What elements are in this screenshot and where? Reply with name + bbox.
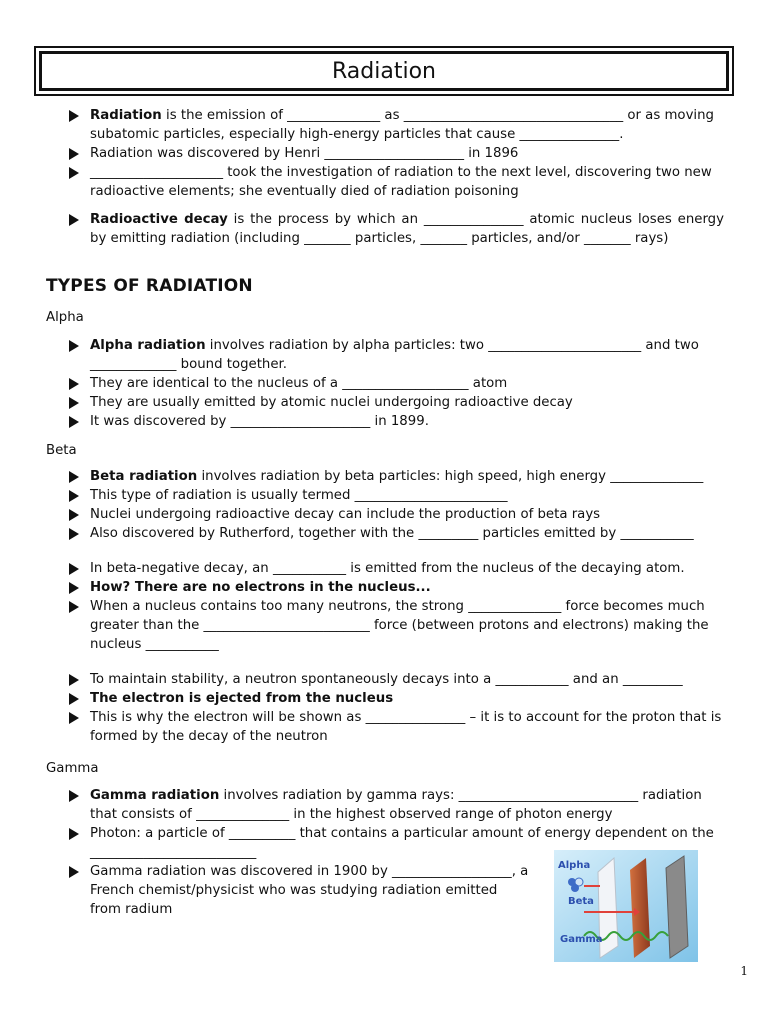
list-item: This is why the electron will be shown as _______________ – it is to account for the proton that is formed by the decay of the neutron (68, 708, 724, 746)
list-item: They are identical to the nucleus of a ___________________ atom (68, 374, 724, 393)
alpha-particle-icon (571, 884, 579, 892)
lead-block-icon (666, 856, 688, 958)
figure-label-alpha: Alpha (558, 860, 591, 871)
list-item: The electron is ejected from the nucleus (68, 689, 724, 708)
list-item: Photon: a particle of __________ that contains a particular amount of energy dependent on the _________________________ (68, 824, 724, 862)
list-item: To maintain stability, a neutron spontaneously decays into a ___________ and an _________ (68, 670, 724, 689)
beta-list (68, 467, 724, 746)
subheading-beta: Beta (46, 443, 77, 458)
list-item: Nuclei undergoing radioactive decay can include the production of beta rays (68, 505, 724, 524)
list-item: It was discovered by _____________________ in 1899. (68, 412, 724, 431)
list-item: ____________________ took the investigation of radiation to the next level, discovering two new radioactive elements; she eventually died of radiation poisoning (68, 163, 724, 201)
page-number: 1 (740, 964, 748, 978)
list-item: Gamma radiation was discovered in 1900 by __________________, a French chemist/physicist who was studying radiation emitted from radium (68, 862, 530, 919)
list-item: How? There are no electrons in the nucleus... (68, 578, 724, 597)
subheading-gamma: Gamma (46, 761, 99, 776)
intro-list (68, 106, 724, 248)
list-item: They are usually emitted by atomic nuclei undergoing radioactive decay (68, 393, 724, 412)
list-item: In beta-negative decay, an ___________ is emitted from the nucleus of the decaying atom. (68, 559, 724, 578)
page-title: Radiation (39, 51, 729, 91)
subheading-alpha: Alpha (46, 310, 84, 325)
list-item: This type of radiation is usually termed _______________________ (68, 486, 724, 505)
list-item: Radioactive decay is the process by which an _______________ atomic nucleus loses energy by emitting radiation (including _______ particles, _______ particles, and/or _______ rays) (68, 210, 724, 248)
list-item: When a nucleus contains too many neutrons, the strong ______________ force becomes much greater than the _________________________ force (between protons and electrons) making the nucleus ___________ (68, 597, 724, 654)
radiation-penetration-figure (554, 850, 698, 962)
title-frame (34, 46, 734, 96)
list-item: Radiation was discovered by Henri _____________________ in 1896 (68, 144, 724, 163)
list-item: Radiation is the emission of ______________ as _________________________________ or as moving subatomic particles, especially high-energy particles that cause _______________. (68, 106, 724, 144)
list-item: Gamma radiation involves radiation by gamma rays: ___________________________ radiation that consists of ______________ in the highest observed range of photon energy (68, 786, 724, 824)
section-heading: TYPES OF RADIATION (46, 276, 253, 296)
alpha-list (68, 336, 724, 431)
figure-label-beta: Beta (568, 896, 594, 907)
list-item: Also discovered by Rutherford, together with the _________ particles emitted by ___________ (68, 524, 724, 543)
figure-label-gamma: Gamma (560, 934, 603, 945)
list-item: Alpha radiation involves radiation by alpha particles: two _______________________ and two _____________ bound together. (68, 336, 724, 374)
list-item: Beta radiation involves radiation by beta particles: high speed, high energy ______________ (68, 467, 724, 486)
